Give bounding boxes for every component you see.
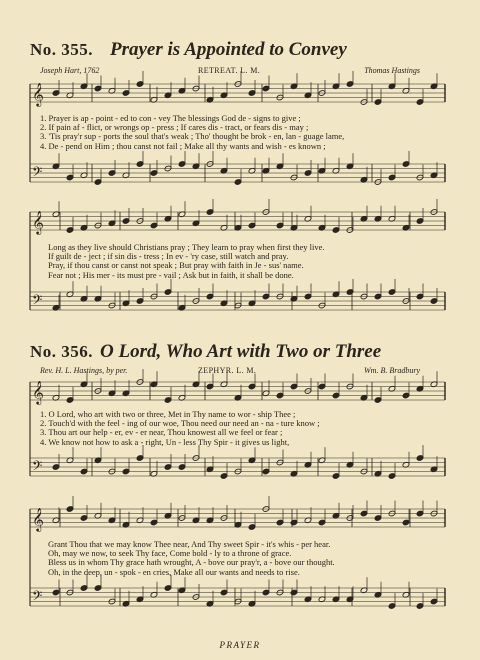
verse-line: 2. If pain af - flict, or wrongs op - press ; If cares dis - tract, or fears dis - may ; <box>40 122 309 133</box>
verse-line: Oh, may we now, to seek Thy face, Come bold - ly to a throne of grace. <box>48 548 292 559</box>
verse-line: 3. Thou art our help - er, ev - er near, Thou knowest all we feel or fear ; <box>40 427 283 438</box>
hymn-number: No. 355. <box>30 40 94 59</box>
author: Rev. H. L. Hastings, by per. <box>40 366 128 375</box>
hymn-356-verses-lower <box>48 540 448 577</box>
hymn-title: Prayer is Appointed to Convey <box>110 39 347 60</box>
verse-line: If guilt de - ject ; if sin dis - tress ; In ev - 'ry case, still watch and pray. <box>48 251 289 262</box>
clef-icon: 𝄢 <box>32 292 43 311</box>
verse-line: Pray, if thou canst or canst not speak ; But pray with faith in Je - sus' name. <box>48 260 304 271</box>
author: Joseph Hart, 1762 <box>40 66 100 75</box>
tune-name: RETREAT. L. M. <box>198 66 261 75</box>
composer: Wm. B. Bradbury <box>364 366 420 375</box>
clef-icon: 𝄞 <box>32 380 44 404</box>
verse-line: 4. De - pend on Him ; thou canst not fail ; Make all thy wants and wish - es known ; <box>40 140 326 151</box>
hymn-355-credits <box>40 66 420 78</box>
verse-line: 4. We know not how to ask a - right, Un - less Thy Spir - it gives us light, <box>40 436 290 447</box>
composer: Thomas Hastings <box>364 66 420 75</box>
verse-line: 1. O Lord, who art with two or three, Met in Thy name to wor - ship Thee ; <box>40 409 296 419</box>
hymn-title: O Lord, Who Art with Two or Three <box>100 341 382 362</box>
clef-icon: 𝄞 <box>32 507 44 531</box>
clef-icon: 𝄞 <box>32 82 44 106</box>
clef-icon: 𝄢 <box>32 588 43 607</box>
verse-line: Long as they live should Christians pray ; They learn to pray when first they live. <box>48 242 325 252</box>
clef-icon: 𝄢 <box>32 458 43 477</box>
tune-name: ZEPHYR. L. M. <box>198 366 257 375</box>
hymn-356-verses-upper <box>40 410 440 447</box>
verse-line: 1. Prayer is ap - point - ed to con - vey The blessings God de - signs to give ; <box>40 113 301 123</box>
verse-line: 2. Touch'd with the feel - ing of our woe, Thou need our need an - na - ture know ; <box>40 418 320 429</box>
hymn-355-verses-upper <box>40 114 440 151</box>
clef-icon: 𝄞 <box>32 210 44 234</box>
verse-line: Grant Thou that we may know Thee near, And Thy sweet Spir - it's whis - per hear. <box>48 539 331 549</box>
hymn-number: No. 356. <box>30 342 94 361</box>
verse-line: Oh, in the deep, un - spok - en cries, Make all our wants and needs to rise. <box>48 566 300 577</box>
verse-line: 3. 'Tis pray'r sup - ports the soul that's weak ; Tho' thought be brok - en, lan - guage lame, <box>40 131 345 142</box>
verse-line: Fear not ; His mer - its must pre - vail ; Ask but in faith, it shall be done. <box>48 269 294 280</box>
clef-icon: 𝄢 <box>32 164 43 183</box>
verse-line: Bless us in whom Thy grace hath wrought, A - bove our pray'r, a - bove our thought. <box>48 557 335 568</box>
hymn-356-header <box>30 342 455 368</box>
hymn-355-verses-lower <box>48 243 448 280</box>
hymn-355-header <box>30 40 455 66</box>
page-footer: PRAYER <box>219 640 261 650</box>
hymn-356-credits <box>40 366 420 378</box>
